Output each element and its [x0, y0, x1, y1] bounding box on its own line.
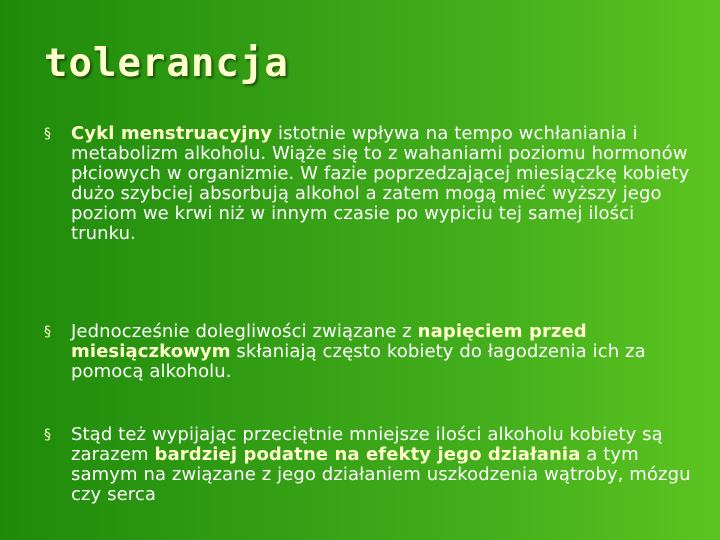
body-text: a tym samym na związane z jego działaniem uszkodzenia wątroby, mózgu czy serca [71, 444, 691, 505]
emphasis-text: bardziej podatne na efekty jego działania [154, 444, 581, 465]
bullet-text-3 [71, 425, 694, 505]
bullet-text-1 [71, 124, 694, 244]
body-text: skłaniają często kobiety do łagodzenia ich za pomocą alkoholu. [71, 341, 646, 382]
emphasis-text: Cykl menstruacyjny [71, 123, 273, 144]
bullet-marker-icon: § [44, 427, 52, 443]
slide-title: tolerancja [44, 41, 289, 86]
bullet-item-3 [44, 425, 694, 505]
body-text: Stąd też wypijając przeciętnie mniejsze ilości alkoholu kobiety są zarazem [71, 424, 663, 465]
body-text: istotnie wpływa na tempo wchłaniania i metabolizm alkoholu. Wiąże się to z wahaniami poziomu hormonów płciowych w organizmie. W fazie poprzedzającej miesiączkę kobiety dużo szybciej absorbują alkohol a zatem mogą mieć wyższy jego poziom we krwi niż w innym czasie po wypiciu tej samej ilości trunku. [71, 123, 690, 244]
bullet-marker-icon: § [44, 324, 52, 340]
bullet-text-2 [71, 322, 694, 382]
emphasis-text: napięciem przed miesiączkowym [71, 321, 587, 362]
bullet-item-1 [44, 124, 694, 244]
bullet-marker-icon: § [44, 126, 52, 142]
body-text: Jednocześnie dolegliwości związane z [71, 321, 418, 342]
bullet-item-2 [44, 322, 694, 382]
